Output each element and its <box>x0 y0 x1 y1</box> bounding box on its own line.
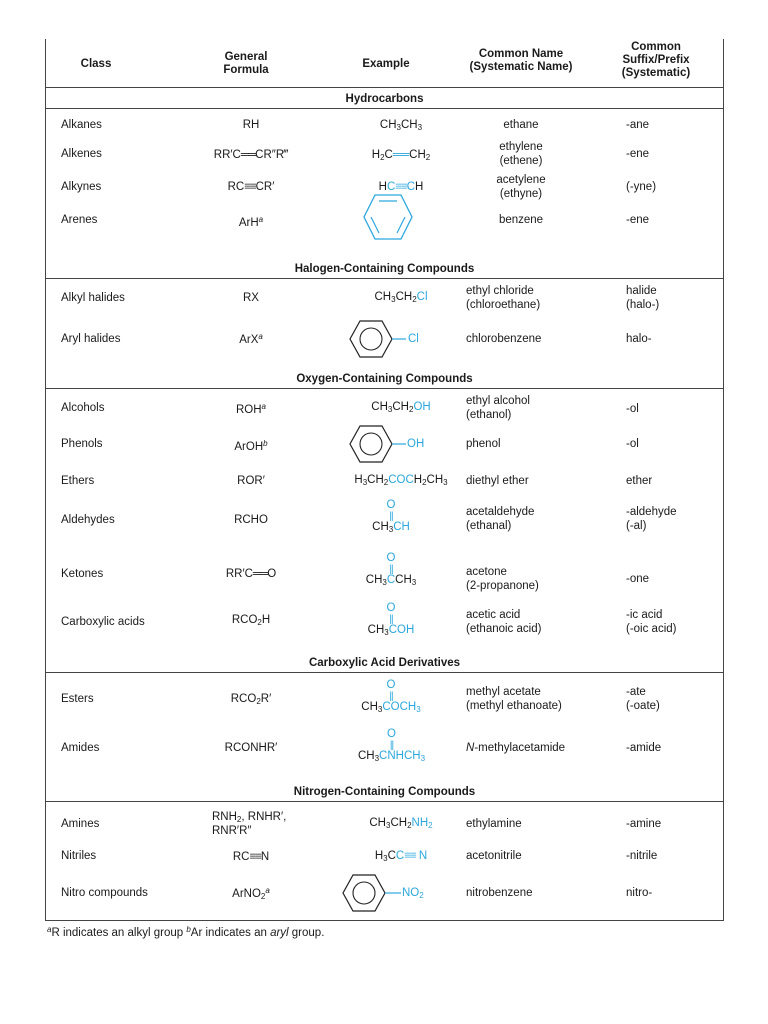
formula-alkenes: RR′C══CR″R‴ <box>213 149 289 161</box>
name-esters: methyl acetate (methyl ethanoate) <box>466 686 562 712</box>
header-name: Common Name (Systematic Name) <box>469 48 573 73</box>
class-esters: Esters <box>61 693 94 705</box>
suffix-aldehydes: -aldehyde (-al) <box>626 506 677 532</box>
name-nitriles: acetonitrile <box>466 850 522 862</box>
class-carboxylic-acids: Carboxylic acids <box>61 616 145 628</box>
substituent-no2: $NO_2$ <box>402 887 424 900</box>
substituent-cl: Cl <box>408 333 419 345</box>
section-hydrocarbons: Hydrocarbons <box>345 93 424 105</box>
class-nitriles: Nitriles <box>61 850 97 862</box>
class-alkenes: Alkenes <box>61 148 102 160</box>
class-aryl-halides: Aryl halides <box>61 333 121 345</box>
name-carboxylic-acids: acetic acid (ethanoic acid) <box>466 609 542 635</box>
header-formula: General Formula <box>223 51 269 76</box>
suffix-ketones: -one <box>626 573 650 585</box>
class-alkanes: Alkanes <box>61 119 102 131</box>
formula-amides: RCONHR′ <box>224 742 278 754</box>
formula-alkyl-halides: RX <box>243 292 259 304</box>
formula-esters: $RCO_2R'$ <box>230 693 272 706</box>
suffix-alcohols: -ol <box>626 403 639 415</box>
name-alcohols: ethyl alcohol (ethanol) <box>466 395 530 421</box>
example-alkenes: $H_2C══CH_2$ <box>371 149 431 162</box>
header-divider <box>46 87 723 88</box>
example-alkanes: $CH_3CH_3$ <box>379 119 423 132</box>
section-divider <box>46 108 723 109</box>
section-divider <box>46 672 723 673</box>
name-alkyl-halides: ethyl chloride (chloroethane) <box>466 285 541 311</box>
header-class: Class <box>80 58 112 70</box>
example-nitriles: $H_3CC\equiv\equiv N$ <box>374 850 428 863</box>
suffix-ethers: ether <box>626 475 653 487</box>
section-divider <box>46 388 723 389</box>
suffix-arenes: -ene <box>626 214 650 226</box>
class-nitro: Nitro compounds <box>61 887 148 899</box>
example-esters: O || $CH_3COCH_3$ <box>361 679 421 714</box>
formula-ethers: ROR′ <box>237 475 265 487</box>
formula-alkanes: RH <box>242 119 260 131</box>
bond-line <box>392 338 406 340</box>
header-suffix: Common Suffix/Prefix (Systematic) <box>621 41 691 79</box>
section-oxygen: Oxygen-Containing Compounds <box>296 373 473 385</box>
formula-amines: $RNH_2$, RNHR′, RNR′R″ <box>212 811 287 837</box>
formula-phenols: ArOH$^b$ <box>234 439 268 453</box>
suffix-aryl-halides: halo- <box>626 333 652 345</box>
example-ethers: $H_3CH_2COCH_2CH_3$ <box>354 474 448 487</box>
formula-alkynes: RC≡≡CR′ <box>227 181 275 193</box>
example-alkynes: HC≡≡CH <box>378 181 424 193</box>
formula-aryl-halides: ArX$^a$ <box>239 332 263 346</box>
suffix-amines: -amine <box>626 818 662 830</box>
suffix-alkyl-halides: halide (halo-) <box>626 285 660 311</box>
formula-aldehydes: RCHO <box>234 514 268 526</box>
suffix-esters: -ate (-oate) <box>626 686 660 712</box>
class-amines: Amines <box>61 818 100 830</box>
formula-alcohols: ROH$^a$ <box>235 402 266 416</box>
class-arenes: Arenes <box>61 214 98 226</box>
name-alkynes: acetylene (ethyne) <box>496 174 546 200</box>
example-ketones: O || $CH_3CCH_3$ <box>365 552 417 587</box>
section-divider <box>46 801 723 802</box>
name-aldehydes: acetaldehyde (ethanal) <box>466 506 535 532</box>
example-amines: $CH_3CH_2NH_2$ <box>369 817 433 830</box>
name-alkanes: ethane <box>503 119 539 131</box>
suffix-alkynes: (-yne) <box>626 181 657 193</box>
suffix-alkanes: -ane <box>626 119 650 131</box>
footnote: $^a$R indicates an alkyl group $^b$Ar indicates an aryl group. <box>47 925 325 939</box>
suffix-amides: -amide <box>626 742 662 754</box>
class-aldehydes: Aldehydes <box>61 514 115 526</box>
formula-nitro: ArNO$_2^a$ <box>232 886 270 901</box>
suffix-carboxylic-acids: -ic acid (-oic acid) <box>626 609 677 635</box>
example-alcohols: $CH_3CH_2OH$ <box>371 401 431 414</box>
section-divider <box>46 278 723 279</box>
formula-arenes: ArH$^a$ <box>238 215 264 229</box>
bond-line <box>392 443 406 445</box>
substituent-oh: OH <box>407 438 425 450</box>
name-amines: ethylamine <box>466 818 522 830</box>
example-amides: O || $CH_3CNHCH_3$ <box>357 728 426 763</box>
class-ethers: Ethers <box>61 475 95 487</box>
suffix-phenols: -ol <box>626 438 639 450</box>
class-alkyl-halides: Alkyl halides <box>61 292 125 304</box>
suffix-alkenes: -ene <box>626 148 650 160</box>
benzene-ring-icon <box>363 193 413 241</box>
name-phenols: phenol <box>466 438 501 450</box>
benzene-ring-icon <box>349 425 393 463</box>
example-aldehydes: O || $CH_3CH$ <box>372 499 410 534</box>
example-carboxylic-acids: O || $CH_3COH$ <box>367 602 415 637</box>
example-alkyl-halides: $CH_3CH_2Cl$ <box>374 291 428 304</box>
name-aryl-halides: chlorobenzene <box>466 333 542 345</box>
section-nitrogen: Nitrogen-Containing Compounds <box>293 786 476 798</box>
functional-groups-table <box>45 39 724 921</box>
class-phenols: Phenols <box>61 438 103 450</box>
section-carboxylic-derivatives: Carboxylic Acid Derivatives <box>308 657 461 669</box>
header-example: Example <box>362 58 410 70</box>
name-ketones: acetone (2-propanone) <box>466 566 539 592</box>
benzene-ring-icon <box>342 874 386 912</box>
formula-carboxylic-acids: $RCO_2H$ <box>231 614 271 627</box>
name-alkenes: ethylene (ethene) <box>499 141 543 167</box>
name-ethers: diethyl ether <box>466 475 529 487</box>
name-arenes: benzene <box>498 214 544 226</box>
suffix-nitro: nitro- <box>626 887 653 899</box>
section-halogen: Halogen-Containing Compounds <box>294 263 475 275</box>
formula-ketones: RR′C══O <box>225 568 277 580</box>
name-amides: N-methylacetamide <box>466 742 566 754</box>
class-alkynes: Alkynes <box>61 181 102 193</box>
class-amides: Amides <box>61 742 100 754</box>
benzene-ring-icon <box>349 320 393 358</box>
bond-line <box>385 892 401 894</box>
class-ketones: Ketones <box>61 568 104 580</box>
suffix-nitriles: -nitrile <box>626 850 658 862</box>
class-alcohols: Alcohols <box>61 402 105 414</box>
name-nitro: nitrobenzene <box>466 887 533 899</box>
formula-nitriles: RC≡≡N <box>232 851 270 863</box>
